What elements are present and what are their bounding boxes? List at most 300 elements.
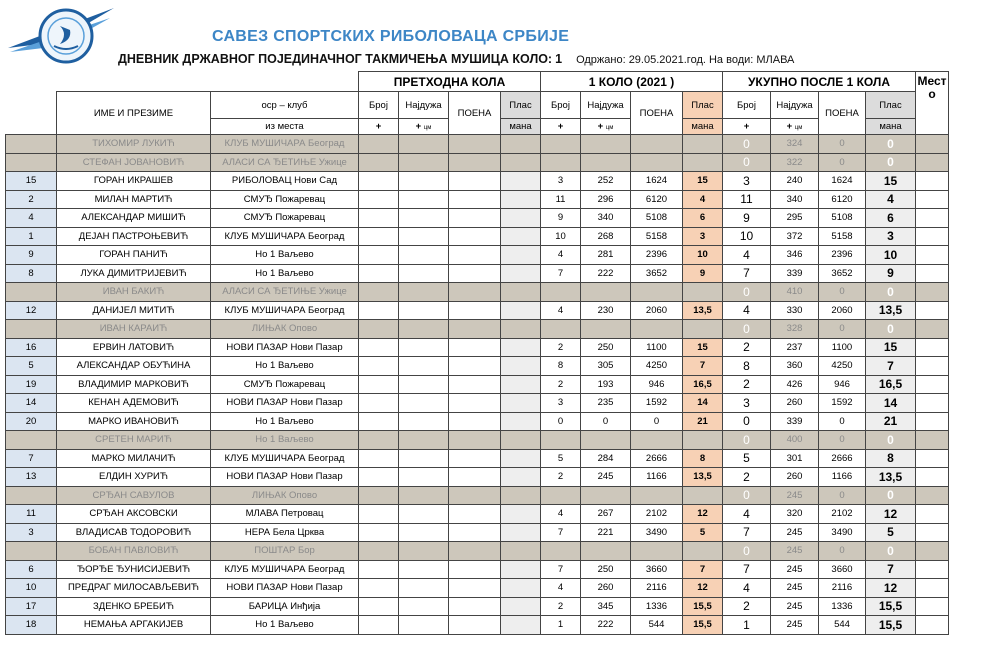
total-place-cell: 21 <box>866 412 916 431</box>
table-row <box>6 209 949 228</box>
header-plus-cm <box>771 119 819 135</box>
name-cell: КЕНАН АДЕМОВИЋ <box>57 394 211 413</box>
total-longest-cell: 245 <box>771 542 819 561</box>
total-longest-cell: 245 <box>771 560 819 579</box>
header-place: Плас <box>866 92 916 119</box>
r1-place-cell: 10 <box>683 246 723 265</box>
prev-place-cell <box>501 579 541 598</box>
mesto-cell <box>916 190 949 209</box>
rb-cell: 13 <box>6 468 57 487</box>
r1-count-cell: 3 <box>541 172 581 191</box>
prev-place-cell <box>501 468 541 487</box>
prev-points-cell <box>449 264 501 283</box>
name-cell: АЛЕКСАНДАР МИШИЋ <box>57 209 211 228</box>
prev-count-cell <box>359 375 399 394</box>
total-longest-cell: 328 <box>771 320 819 339</box>
r1-points-cell: 1592 <box>631 394 683 413</box>
total-points-cell: 0 <box>819 153 866 172</box>
prev-longest-cell <box>399 209 449 228</box>
prev-count-cell <box>359 264 399 283</box>
prev-place-cell <box>501 283 541 302</box>
prev-count-cell <box>359 449 399 468</box>
r1-place-cell <box>683 320 723 339</box>
total-count-cell: 0 <box>723 283 771 302</box>
header-longest: Најдужа <box>399 92 449 119</box>
corner-blank <box>6 72 57 135</box>
header-points: ПОЕНА <box>631 92 683 135</box>
total-count-cell: 9 <box>723 209 771 228</box>
total-place-cell: 15 <box>866 172 916 191</box>
rb-cell: 10 <box>6 579 57 598</box>
r1-place-cell: 8 <box>683 449 723 468</box>
prev-count-cell <box>359 523 399 542</box>
total-longest-cell: 295 <box>771 209 819 228</box>
r1-count-cell <box>541 135 581 154</box>
total-points-cell: 3652 <box>819 264 866 283</box>
total-place-cell: 13,5 <box>866 468 916 487</box>
prev-longest-cell <box>399 357 449 376</box>
header-club: оср – клуб <box>211 92 359 119</box>
name-cell: НЕМАЊА АРГАКИЈЕВ <box>57 616 211 635</box>
prev-count-cell <box>359 597 399 616</box>
r1-points-cell: 3660 <box>631 560 683 579</box>
name-cell: ЕРВИН ЛАТОВИЋ <box>57 338 211 357</box>
prev-place-cell <box>501 301 541 320</box>
name-cell: БОБАН ПАВЛОВИЋ <box>57 542 211 561</box>
r1-points-cell: 1336 <box>631 597 683 616</box>
rb-cell: 12 <box>6 301 57 320</box>
table-row <box>6 579 949 598</box>
rb-cell: 1 <box>6 227 57 246</box>
prev-place-cell <box>501 246 541 265</box>
table-row <box>6 301 949 320</box>
total-longest-cell: 400 <box>771 431 819 450</box>
prev-count-cell <box>359 486 399 505</box>
header-place: Плас <box>501 92 541 119</box>
total-count-cell: 0 <box>723 542 771 561</box>
prev-points-cell <box>449 338 501 357</box>
prev-count-cell <box>359 135 399 154</box>
total-longest-cell: 330 <box>771 301 819 320</box>
total-place-cell: 14 <box>866 394 916 413</box>
club-cell: Но 1 Ваљево <box>211 431 359 450</box>
r1-points-cell: 2102 <box>631 505 683 524</box>
prev-points-cell <box>449 246 501 265</box>
rb-cell: 6 <box>6 560 57 579</box>
plus-sign: + <box>597 121 604 132</box>
table-row <box>6 227 949 246</box>
header-mana: мана <box>683 119 723 135</box>
r1-longest-cell: 0 <box>581 412 631 431</box>
table-row <box>6 560 949 579</box>
r1-place-cell: 21 <box>683 412 723 431</box>
mesto-cell <box>916 264 949 283</box>
prev-place-cell <box>501 264 541 283</box>
mesto-cell <box>916 301 949 320</box>
total-points-cell: 0 <box>819 431 866 450</box>
rb-cell: 11 <box>6 505 57 524</box>
table-row <box>6 505 949 524</box>
r1-count-cell: 7 <box>541 560 581 579</box>
name-cell: ЛУКА ДИМИТРИЈЕВИЋ <box>57 264 211 283</box>
mesto-cell <box>916 431 949 450</box>
r1-points-cell: 3652 <box>631 264 683 283</box>
table-row <box>6 542 949 561</box>
prev-longest-cell <box>399 190 449 209</box>
prev-place-cell <box>501 320 541 339</box>
r1-count-cell: 10 <box>541 227 581 246</box>
mesto-cell <box>916 227 949 246</box>
total-points-cell: 5158 <box>819 227 866 246</box>
name-cell: ЂОРЂЕ ЂУНИСИЈЕВИЋ <box>57 560 211 579</box>
prev-count-cell <box>359 579 399 598</box>
table-row <box>6 246 949 265</box>
mesto-cell <box>916 560 949 579</box>
r1-place-cell: 12 <box>683 579 723 598</box>
prev-place-cell <box>501 190 541 209</box>
name-cell: МАРКО МИЛАЧИЋ <box>57 449 211 468</box>
header-plus: + <box>359 119 399 135</box>
club-cell: Но 1 Ваљево <box>211 412 359 431</box>
r1-points-cell: 6120 <box>631 190 683 209</box>
total-points-cell: 0 <box>819 135 866 154</box>
club-cell: Но 1 Ваљево <box>211 616 359 635</box>
prev-points-cell <box>449 135 501 154</box>
club-cell: РИБОЛОВАЦ Нови Сад <box>211 172 359 191</box>
header-count: Број <box>359 92 399 119</box>
mesto-cell <box>916 283 949 302</box>
r1-points-cell <box>631 542 683 561</box>
mesto-cell <box>916 505 949 524</box>
r1-points-cell: 1166 <box>631 468 683 487</box>
prev-place-cell <box>501 209 541 228</box>
prev-points-cell <box>449 283 501 302</box>
table-row <box>6 153 949 172</box>
total-place-cell: 0 <box>866 542 916 561</box>
r1-longest-cell: 245 <box>581 468 631 487</box>
r1-place-cell: 13,5 <box>683 468 723 487</box>
prev-count-cell <box>359 283 399 302</box>
name-cell: МАРКО ИВАНОВИЋ <box>57 412 211 431</box>
club-cell: НОВИ ПАЗАР Нови Пазар <box>211 579 359 598</box>
r1-place-cell: 14 <box>683 394 723 413</box>
prev-longest-cell <box>399 505 449 524</box>
prev-longest-cell <box>399 172 449 191</box>
cm-unit: цм <box>794 125 803 131</box>
mesto-cell <box>916 394 949 413</box>
name-cell: ГОРАН ПАНИЋ <box>57 246 211 265</box>
total-points-cell: 0 <box>819 542 866 561</box>
r1-count-cell: 4 <box>541 579 581 598</box>
r1-points-cell: 0 <box>631 412 683 431</box>
prev-points-cell <box>449 560 501 579</box>
total-place-cell: 10 <box>866 246 916 265</box>
table-row <box>6 264 949 283</box>
total-count-cell: 2 <box>723 338 771 357</box>
total-points-cell: 0 <box>819 486 866 505</box>
r1-longest-cell <box>581 153 631 172</box>
results-body <box>6 135 949 635</box>
r1-place-cell: 9 <box>683 264 723 283</box>
prev-place-cell <box>501 394 541 413</box>
table-row <box>6 431 949 450</box>
plus-sign: + <box>786 121 793 132</box>
name-cell: АЛЕКСАНДАР ОБУЋИНА <box>57 357 211 376</box>
total-count-cell: 0 <box>723 135 771 154</box>
r1-longest-cell <box>581 135 631 154</box>
r1-points-cell: 2396 <box>631 246 683 265</box>
mesto-cell <box>916 338 949 357</box>
rb-cell: 5 <box>6 357 57 376</box>
club-cell: СМУЂ Пожаревац <box>211 190 359 209</box>
total-longest-cell: 426 <box>771 375 819 394</box>
header-club-sub: из места <box>211 119 359 135</box>
total-place-cell: 7 <box>866 560 916 579</box>
club-cell: ПОШТАР Бор <box>211 542 359 561</box>
header-count: Број <box>723 92 771 119</box>
r1-count-cell: 9 <box>541 209 581 228</box>
name-cell: ТИХОМИР ЛУКИЋ <box>57 135 211 154</box>
r1-longest-cell <box>581 283 631 302</box>
club-cell: АЛАСИ СА ЂЕТИЊЕ Ужице <box>211 153 359 172</box>
total-count-cell: 8 <box>723 357 771 376</box>
mesto-cell <box>916 412 949 431</box>
club-cell: НОВИ ПАЗАР Нови Пазар <box>211 468 359 487</box>
total-longest-cell: 324 <box>771 135 819 154</box>
total-points-cell: 2396 <box>819 246 866 265</box>
r1-count-cell: 8 <box>541 357 581 376</box>
club-cell: СМУЂ Пожаревац <box>211 375 359 394</box>
r1-longest-cell: 250 <box>581 560 631 579</box>
total-place-cell: 8 <box>866 449 916 468</box>
table-row <box>6 338 949 357</box>
total-count-cell: 4 <box>723 301 771 320</box>
table-row <box>6 190 949 209</box>
prev-points-cell <box>449 449 501 468</box>
total-longest-cell: 320 <box>771 505 819 524</box>
r1-longest-cell: 222 <box>581 616 631 635</box>
total-count-cell: 0 <box>723 320 771 339</box>
mesto-cell <box>916 375 949 394</box>
club-cell: КЛУБ МУШИЧАРА Београд <box>211 301 359 320</box>
total-points-cell: 544 <box>819 616 866 635</box>
total-place-cell: 5 <box>866 523 916 542</box>
club-cell: МЛАВА Петровац <box>211 505 359 524</box>
table-row <box>6 172 949 191</box>
total-longest-cell: 237 <box>771 338 819 357</box>
r1-longest-cell: 296 <box>581 190 631 209</box>
total-count-cell: 0 <box>723 153 771 172</box>
total-count-cell: 4 <box>723 246 771 265</box>
total-points-cell: 1100 <box>819 338 866 357</box>
club-cell: КЛУБ МУШИЧАРА Београд <box>211 135 359 154</box>
prev-longest-cell <box>399 283 449 302</box>
prev-points-cell <box>449 579 501 598</box>
r1-points-cell: 5108 <box>631 209 683 228</box>
prev-count-cell <box>359 357 399 376</box>
total-longest-cell: 260 <box>771 394 819 413</box>
total-points-cell: 2666 <box>819 449 866 468</box>
r1-points-cell <box>631 283 683 302</box>
total-longest-cell: 301 <box>771 449 819 468</box>
total-longest-cell: 245 <box>771 616 819 635</box>
r1-place-cell: 6 <box>683 209 723 228</box>
prev-count-cell <box>359 412 399 431</box>
r1-count-cell: 2 <box>541 468 581 487</box>
r1-points-cell: 1624 <box>631 172 683 191</box>
rb-cell: 9 <box>6 246 57 265</box>
prev-longest-cell <box>399 338 449 357</box>
prev-longest-cell <box>399 486 449 505</box>
r1-count-cell: 7 <box>541 264 581 283</box>
header-points: ПОЕНА <box>819 92 866 135</box>
r1-longest-cell: 305 <box>581 357 631 376</box>
header-mana: мана <box>866 119 916 135</box>
club-cell: Но 1 Ваљево <box>211 357 359 376</box>
r1-count-cell: 2 <box>541 338 581 357</box>
mesto-cell <box>916 597 949 616</box>
prev-place-cell <box>501 597 541 616</box>
prev-points-cell <box>449 227 501 246</box>
r1-count-cell <box>541 153 581 172</box>
r1-count-cell <box>541 431 581 450</box>
r1-place-cell: 12 <box>683 505 723 524</box>
r1-place-cell: 16,5 <box>683 375 723 394</box>
table-row <box>6 375 949 394</box>
group-header-round1: 1 КОЛО (2021 ) <box>541 72 723 92</box>
prev-longest-cell <box>399 597 449 616</box>
prev-count-cell <box>359 320 399 339</box>
total-place-cell: 0 <box>866 431 916 450</box>
prev-points-cell <box>449 468 501 487</box>
total-points-cell: 2102 <box>819 505 866 524</box>
rb-cell: 4 <box>6 209 57 228</box>
rb-cell: 20 <box>6 412 57 431</box>
total-longest-cell: 360 <box>771 357 819 376</box>
total-points-cell: 1166 <box>819 468 866 487</box>
total-place-cell: 0 <box>866 486 916 505</box>
table-row <box>6 486 949 505</box>
table-row <box>6 412 949 431</box>
r1-longest-cell: 284 <box>581 449 631 468</box>
r1-longest-cell: 252 <box>581 172 631 191</box>
total-place-cell: 0 <box>866 283 916 302</box>
prev-place-cell <box>501 357 541 376</box>
prev-longest-cell <box>399 375 449 394</box>
total-place-cell: 6 <box>866 209 916 228</box>
total-count-cell: 11 <box>723 190 771 209</box>
total-points-cell: 2116 <box>819 579 866 598</box>
header-mana: мана <box>501 119 541 135</box>
prev-count-cell <box>359 468 399 487</box>
r1-points-cell: 544 <box>631 616 683 635</box>
prev-place-cell <box>501 560 541 579</box>
total-count-cell: 7 <box>723 560 771 579</box>
header-longest: Најдужа <box>581 92 631 119</box>
rb-cell: 16 <box>6 338 57 357</box>
r1-place-cell <box>683 486 723 505</box>
prev-longest-cell <box>399 153 449 172</box>
total-points-cell: 1624 <box>819 172 866 191</box>
r1-place-cell: 7 <box>683 560 723 579</box>
r1-longest-cell <box>581 542 631 561</box>
total-points-cell: 0 <box>819 320 866 339</box>
prev-longest-cell <box>399 320 449 339</box>
r1-place-cell: 7 <box>683 357 723 376</box>
r1-count-cell: 11 <box>541 190 581 209</box>
total-count-cell: 2 <box>723 375 771 394</box>
total-count-cell: 2 <box>723 597 771 616</box>
prev-points-cell <box>449 523 501 542</box>
results-table <box>5 71 949 635</box>
prev-count-cell <box>359 301 399 320</box>
mesto-cell <box>916 357 949 376</box>
header-name: ИМЕ И ПРЕЗИМЕ <box>57 92 211 135</box>
club-cell: КЛУБ МУШИЧАРА Београд <box>211 560 359 579</box>
header-mesto: Мест о <box>916 72 949 135</box>
prev-longest-cell <box>399 246 449 265</box>
total-longest-cell: 245 <box>771 579 819 598</box>
total-points-cell: 1592 <box>819 394 866 413</box>
r1-points-cell: 5158 <box>631 227 683 246</box>
total-points-cell: 0 <box>819 283 866 302</box>
prev-count-cell <box>359 227 399 246</box>
table-row <box>6 394 949 413</box>
total-points-cell: 4250 <box>819 357 866 376</box>
prev-points-cell <box>449 394 501 413</box>
total-count-cell: 3 <box>723 172 771 191</box>
r1-longest-cell: 222 <box>581 264 631 283</box>
rb-cell: 7 <box>6 449 57 468</box>
prev-place-cell <box>501 505 541 524</box>
total-longest-cell: 346 <box>771 246 819 265</box>
prev-points-cell <box>449 597 501 616</box>
name-cell: СТЕФАН ЈОВАНОВИЋ <box>57 153 211 172</box>
r1-place-cell <box>683 542 723 561</box>
total-points-cell: 1336 <box>819 597 866 616</box>
rb-cell <box>6 283 57 302</box>
prev-count-cell <box>359 505 399 524</box>
prev-longest-cell <box>399 449 449 468</box>
rb-cell: 14 <box>6 394 57 413</box>
r1-place-cell <box>683 135 723 154</box>
mesto-cell <box>916 135 949 154</box>
total-count-cell: 0 <box>723 431 771 450</box>
prev-points-cell <box>449 153 501 172</box>
r1-count-cell <box>541 283 581 302</box>
prev-longest-cell <box>399 227 449 246</box>
mesto-cell <box>916 246 949 265</box>
total-longest-cell: 240 <box>771 172 819 191</box>
total-count-cell: 0 <box>723 486 771 505</box>
mesto-cell <box>916 320 949 339</box>
mesto-cell <box>916 172 949 191</box>
prev-points-cell <box>449 357 501 376</box>
corner-blank <box>57 72 211 92</box>
prev-longest-cell <box>399 579 449 598</box>
total-count-cell: 1 <box>723 616 771 635</box>
plus-sign: + <box>415 121 422 132</box>
r1-longest-cell: 281 <box>581 246 631 265</box>
rb-cell <box>6 153 57 172</box>
club-cell: НОВИ ПАЗАР Нови Пазар <box>211 394 359 413</box>
r1-count-cell: 5 <box>541 449 581 468</box>
total-longest-cell: 340 <box>771 190 819 209</box>
prev-count-cell <box>359 209 399 228</box>
prev-longest-cell <box>399 394 449 413</box>
total-longest-cell: 245 <box>771 597 819 616</box>
r1-place-cell <box>683 431 723 450</box>
